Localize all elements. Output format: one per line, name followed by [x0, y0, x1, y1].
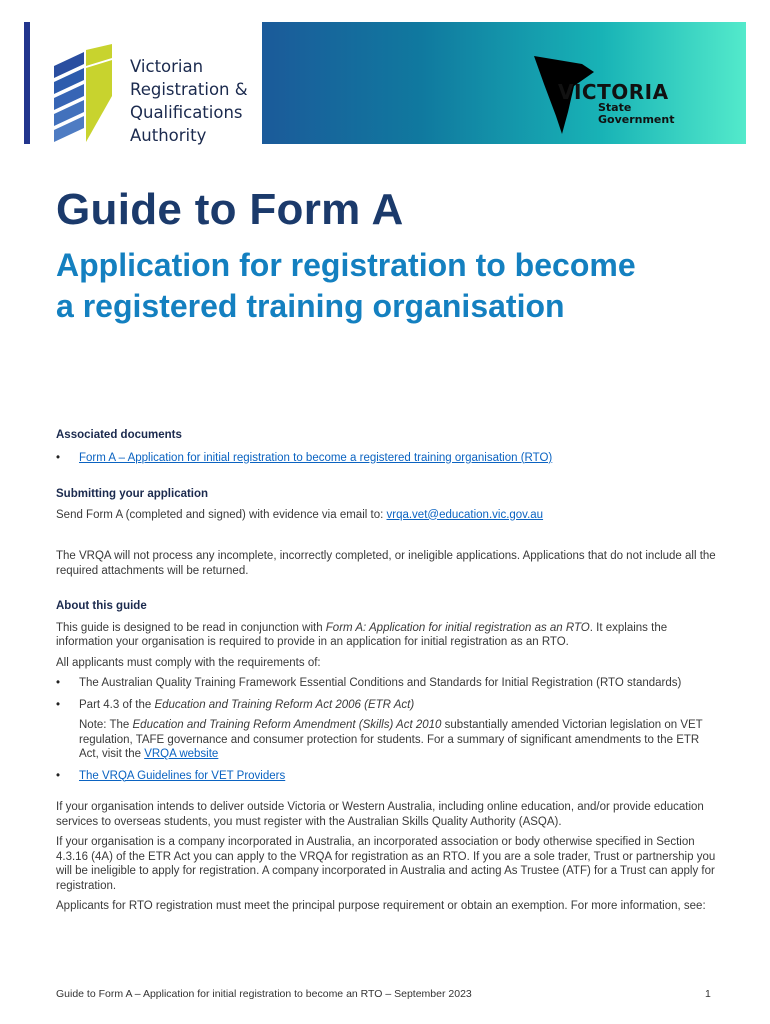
asqa-paragraph: If your organisation intends to deliver outside Victoria or Western Australia, including online education, and/or provide education services to overseas students, you must register with the Australian Skills Quality Authority (ASQA).: [56, 801, 704, 828]
text-run: Note: The: [79, 719, 133, 731]
page-title: Guide to Form A: [56, 185, 404, 234]
page-number: 1: [705, 988, 711, 1000]
about-heading: About this guide: [56, 600, 147, 612]
legislation-note: [56, 718, 716, 762]
requirement-item: [56, 676, 716, 691]
associated-document-item: [56, 451, 716, 466]
text-run: . It explains the information your organisation is required to provide in an application for initial registration as an RTO.: [56, 621, 668, 648]
about-paragraph-1: [56, 621, 716, 650]
eligibility-paragraph: If your organisation is a company incorporated in Australia, an incorporated association or body otherwise specified in Section 4.3.16 (4A) of the ETR Act you can apply to the VRQA for registration as an RTO. If you are a sole trader, Trust or partnership you will be ineligible to apply for registration. A company incorporated in Australia and acting As Trustee (ATF) for a Trust can apply for registration.: [56, 836, 716, 892]
etr-act-emphasis: Education and Training Reform Act 2006 (ETR Act): [154, 698, 415, 711]
footer-text: Guide to Form A – Application for initial registration to become an RTO – September 2023: [56, 988, 472, 1000]
form-a-title-emphasis: Form A: Application for initial registration as an RTO: [325, 621, 590, 634]
vrqa-name-line: Victorian: [130, 57, 204, 76]
vic-sub-line: State: [598, 101, 632, 114]
vic-sub-line: Government: [598, 113, 675, 126]
requirement-item: [56, 769, 716, 784]
vrqa-name: [130, 55, 270, 147]
email-link[interactable]: vrqa.vet@education.vic.gov.au: [386, 508, 544, 521]
submitting-instruction: Send Form A (completed and signed) with evidence via email to:: [56, 508, 387, 521]
submitting-text: [56, 508, 716, 523]
principal-purpose-paragraph: Applicants for RTO registration must meet the principal purpose requirement or obtain an exemption. For more information, see:: [56, 900, 706, 912]
vrqa-name-line: Authority: [130, 126, 207, 145]
vrqa-logo-mark-icon: [54, 44, 116, 144]
document-body: [56, 428, 716, 914]
requirement-item: [56, 698, 716, 713]
vrqa-website-link[interactable]: VRQA website: [144, 748, 219, 760]
vrqa-guidelines-link[interactable]: The VRQA Guidelines for VET Providers: [79, 769, 286, 782]
vrqa-name-line: Registration &: [130, 80, 248, 99]
text-run: Part 4.3 of the: [79, 698, 155, 711]
victoria-logo-sub: [598, 102, 674, 126]
amendment-act-emphasis: Education and Training Reform Amendment (Skills) Act 2010: [132, 719, 442, 731]
requirement-text: The Australian Quality Training Framework Essential Conditions and Standards for Initial Registration (RTO standards): [79, 677, 682, 689]
text-run: substantially amended Victorian legislation on VET regulation, TAFE governance and consumer protection for students. For a summary of significant amendments to the ETR Act, visit the: [79, 719, 703, 760]
form-a-link[interactable]: Form A – Application for initial registration to become a registered training organisation (RTO): [79, 451, 553, 464]
vrqa-logo: [30, 22, 262, 144]
page-subtitle: Application for registration to become a registered training organisation: [56, 247, 636, 324]
submitting-heading: Submitting your application: [56, 488, 209, 500]
associated-documents-heading: Associated documents: [56, 429, 182, 441]
vrqa-name-line: Qualifications: [130, 103, 243, 122]
about-paragraph-2: All applicants must comply with the requirements of:: [56, 656, 321, 669]
victoria-logo-word: VICTORIA: [558, 80, 669, 104]
submitting-warning: The VRQA will not process any incomplete, incorrectly completed, or ineligible applications. Applications that do not include all the required attachments will be returned.: [56, 550, 716, 577]
text-run: This guide is designed to be read in conjunction with: [56, 621, 326, 634]
